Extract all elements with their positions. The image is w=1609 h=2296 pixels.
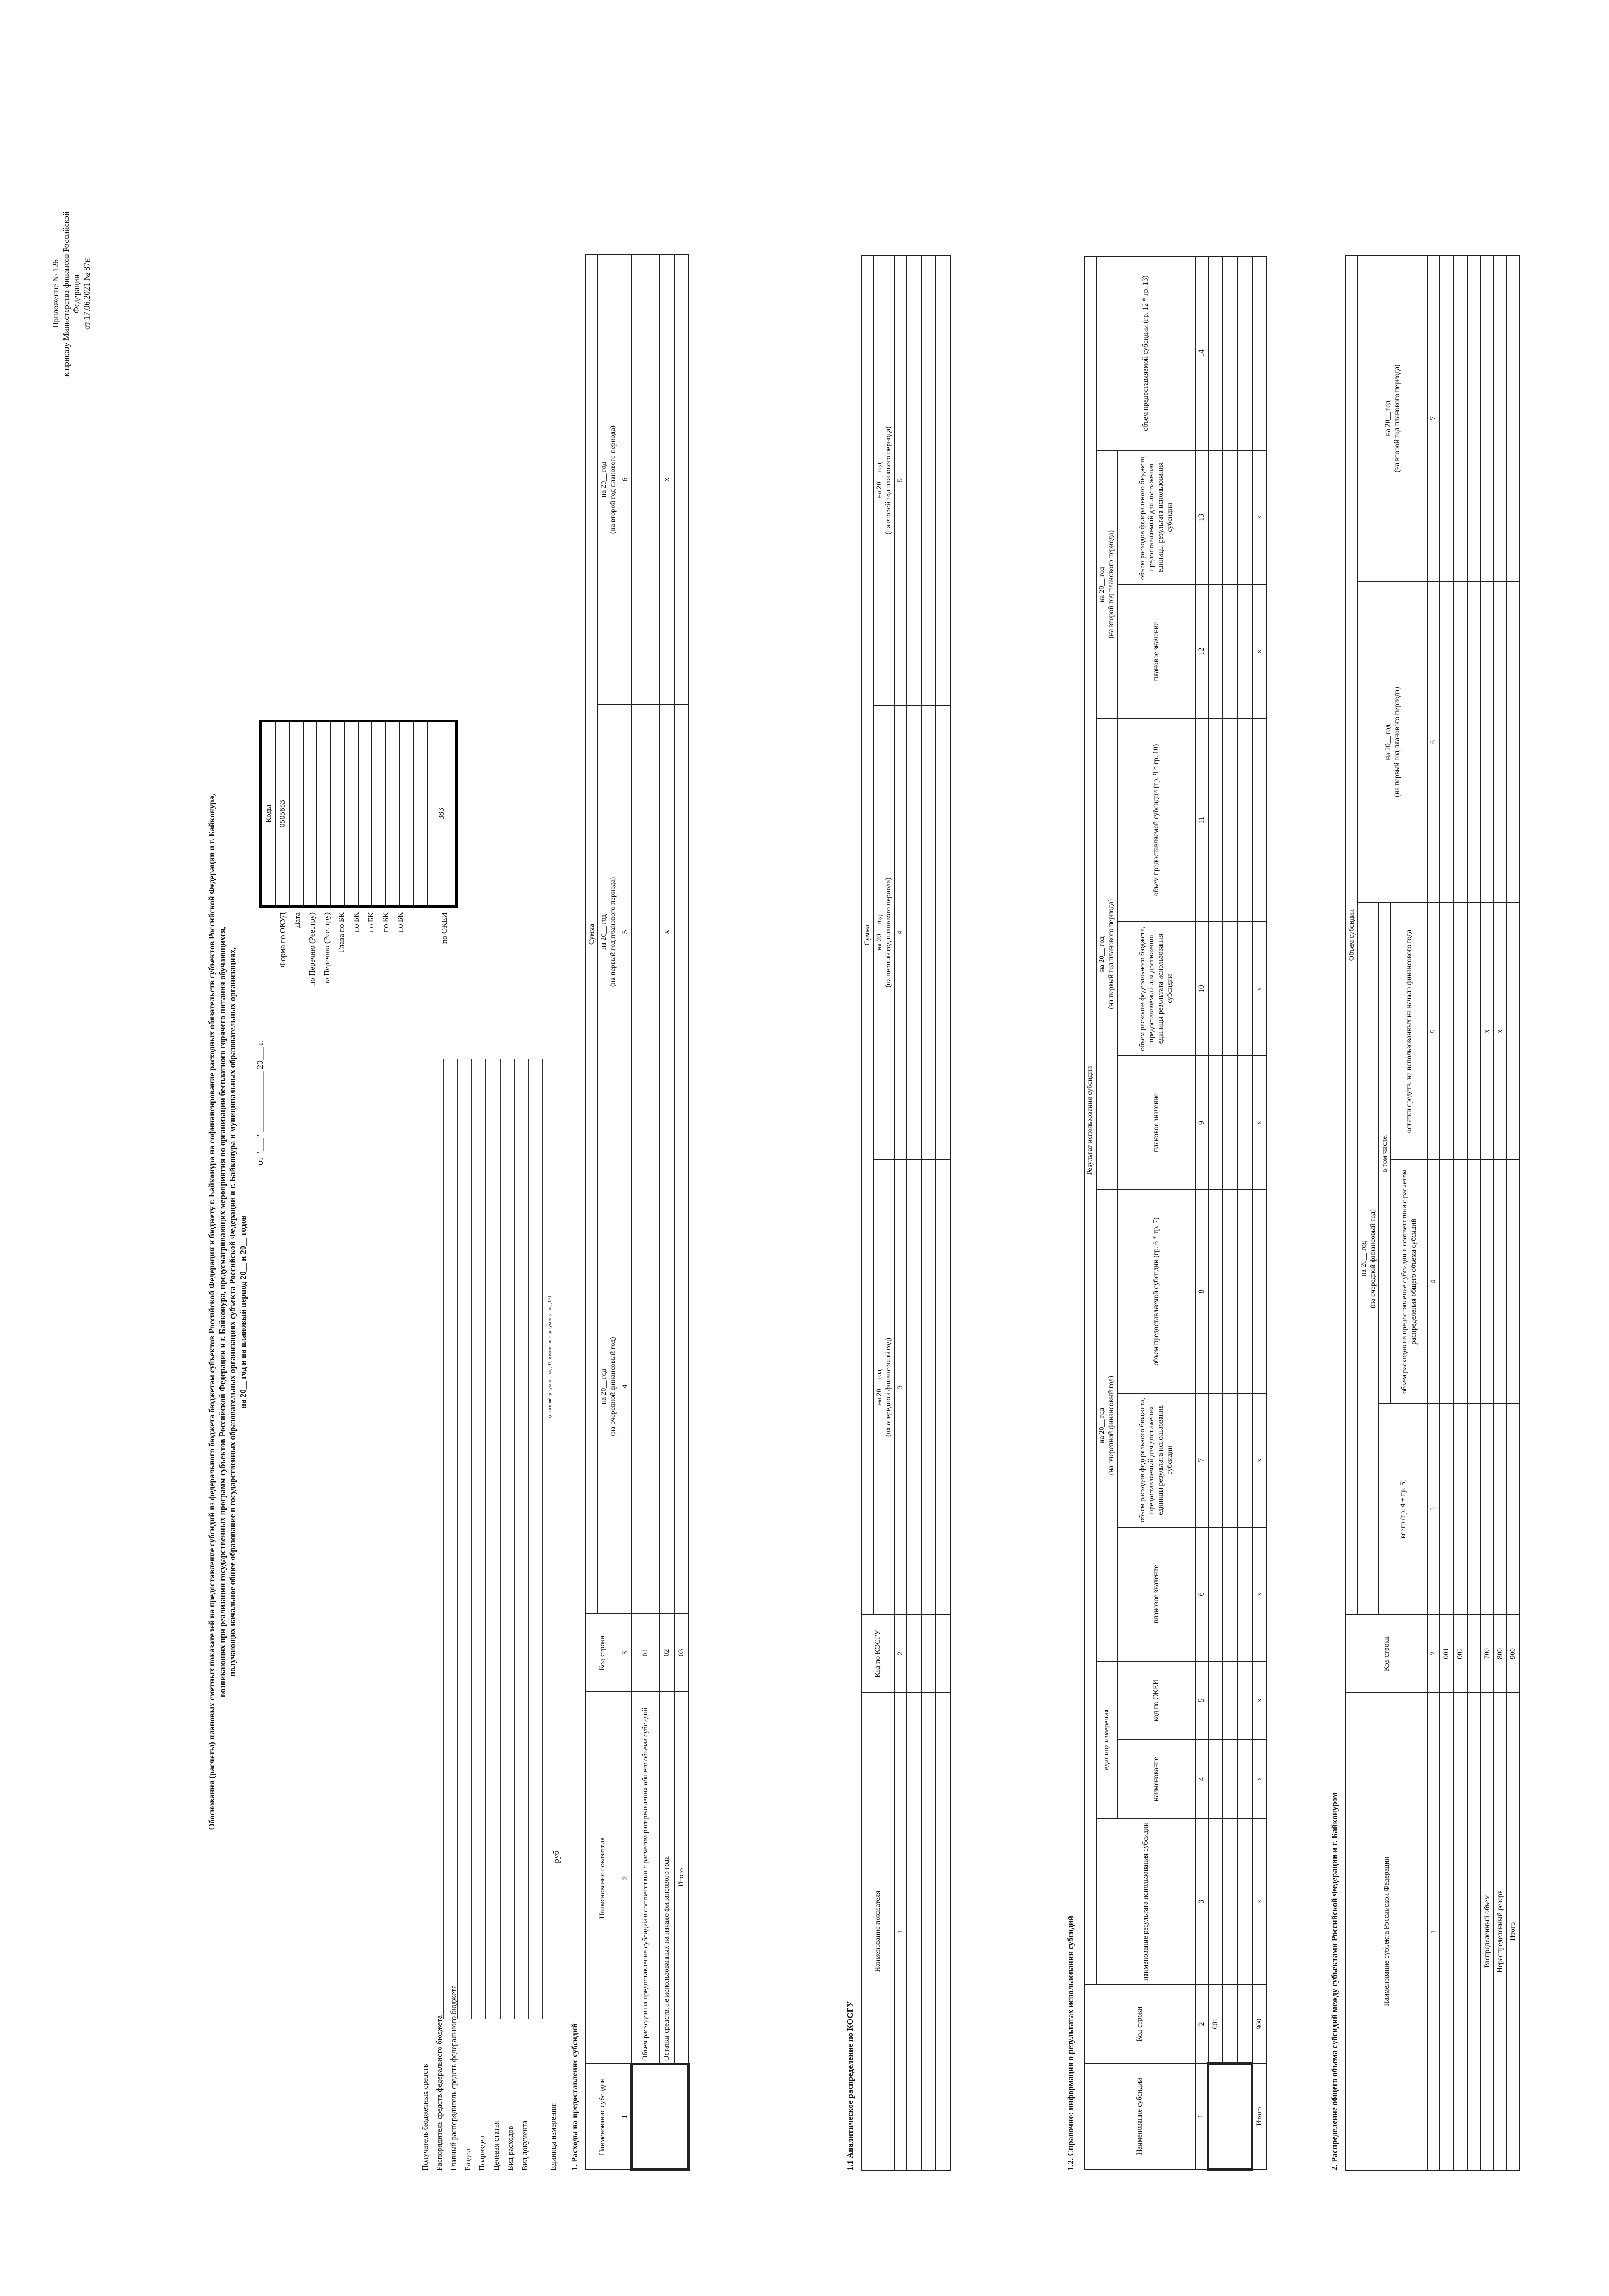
cell[interactable] xyxy=(1208,719,1223,922)
cell[interactable] xyxy=(1252,719,1267,922)
col-num: 4 xyxy=(619,1159,632,1614)
section-2-table xyxy=(1345,255,1520,2171)
year-label: на 20__ год xyxy=(875,462,883,498)
col-results: Результат использования субсидии xyxy=(1084,256,1096,1985)
cell[interactable] xyxy=(936,705,951,1160)
col-num: 11 xyxy=(1195,719,1208,922)
col-plan: плановое значение xyxy=(1117,1056,1195,1190)
col-subsidy: Наименование субсидии xyxy=(586,2064,619,2170)
cell[interactable] xyxy=(1223,1190,1238,1393)
code-cell[interactable] xyxy=(386,721,399,906)
cell[interactable] xyxy=(906,705,921,1160)
cell[interactable] xyxy=(1453,1693,1467,2170)
cell[interactable] xyxy=(1208,1527,1223,1661)
cell[interactable] xyxy=(1223,922,1238,1056)
cell[interactable] xyxy=(1481,255,1494,581)
x-mark: x xyxy=(1252,1740,1267,1818)
col-num: 12 xyxy=(1195,585,1208,719)
appendix-line: к приказу Министерства финансов Российской Федерации xyxy=(61,211,81,377)
cell[interactable] xyxy=(1208,922,1223,1056)
col-sum: Сумма xyxy=(586,255,598,1614)
col-year-3 xyxy=(1096,450,1117,719)
header-labels xyxy=(420,1985,563,2171)
total-label: Итого xyxy=(1252,2063,1267,2169)
cell[interactable] xyxy=(1507,1403,1519,1615)
cell[interactable] xyxy=(1208,256,1223,450)
col-all: всего (гр. 4 + гр. 5) xyxy=(1379,1403,1428,1615)
cell[interactable] xyxy=(1238,1190,1252,1393)
cell[interactable] xyxy=(1453,903,1467,1160)
cell[interactable] xyxy=(1208,1740,1223,1818)
cell[interactable] xyxy=(674,705,689,1159)
header-label: Единица измерения: xyxy=(549,2103,557,2171)
code-label: по ОКЕИ xyxy=(440,912,449,944)
code-cell[interactable] xyxy=(358,721,372,906)
col-vol-2: объем предоставляемой субсидии (гр. 9 * гр. 10) xyxy=(1117,719,1195,922)
col-subject: Наименование субъекта Российской Федерации xyxy=(1346,1693,1428,2170)
col-incl: в том числе: xyxy=(1379,903,1391,1403)
header-label: Вид документа xyxy=(520,2120,529,2171)
cell[interactable] xyxy=(1223,1985,1238,2063)
cell[interactable] xyxy=(906,1160,921,1615)
header-label: Раздел xyxy=(463,2148,472,2171)
col-num: 2 xyxy=(1195,1985,1208,2063)
cell[interactable] xyxy=(1223,719,1238,922)
col-num: 1 xyxy=(619,2064,632,2170)
col-year-3 xyxy=(1358,255,1428,581)
col-year-2 xyxy=(873,705,895,1160)
section-1-1-table xyxy=(861,255,951,2171)
doc-type-note: (основной документ - код 01; изменение к документу - код 02) xyxy=(547,1296,552,1418)
col-c5: остатки средств, не использованных на начало финансового года xyxy=(1391,903,1428,1160)
col-num: 10 xyxy=(1195,922,1208,1056)
cell[interactable] xyxy=(1507,1160,1519,1403)
cell[interactable] xyxy=(1238,1985,1252,2063)
col-num: 5 xyxy=(895,255,906,705)
code-cell[interactable] xyxy=(372,721,386,906)
code-cell[interactable] xyxy=(303,721,317,906)
undistributed-label: Нераспределенный резерв xyxy=(1494,1693,1507,2170)
section-1-1-title: 1.1 Аналитическое распределение по КОСГУ xyxy=(845,2001,855,2171)
x-mark: x xyxy=(1252,1661,1267,1740)
col-unit-name: наименование xyxy=(1117,1740,1195,1818)
cell[interactable] xyxy=(1467,1693,1481,2170)
x-mark: x xyxy=(1252,922,1267,1056)
x-mark: x xyxy=(1252,1527,1267,1661)
header-label xyxy=(534,2005,548,2171)
cell[interactable] xyxy=(1223,256,1238,450)
cell[interactable] xyxy=(936,1160,951,1615)
code-label: по Перечню (Реестру) xyxy=(308,912,316,986)
cell[interactable] xyxy=(1238,256,1252,450)
col-num: 2 xyxy=(619,1692,632,2064)
col-num: 2 xyxy=(895,1615,906,1693)
cell[interactable] xyxy=(1440,1160,1453,1403)
cell[interactable] xyxy=(1238,585,1252,719)
code-cell[interactable]: 0505853 xyxy=(276,721,289,906)
row-code: 900 xyxy=(1507,1615,1519,1693)
cell[interactable] xyxy=(1223,1056,1238,1190)
cell[interactable] xyxy=(1223,1393,1238,1527)
cell[interactable] xyxy=(1223,1661,1238,1740)
cell[interactable] xyxy=(1494,255,1507,581)
cell[interactable] xyxy=(921,1160,936,1615)
section-1-table xyxy=(585,254,690,2171)
cell[interactable] xyxy=(1453,1403,1467,1615)
cell[interactable] xyxy=(1252,256,1267,450)
col-num: 3 xyxy=(1428,1403,1440,1615)
cell[interactable] xyxy=(921,1693,936,2170)
year-sub: (на второй год планового периода) xyxy=(1107,530,1115,639)
section-1-2-table xyxy=(1084,256,1267,2171)
cell[interactable] xyxy=(1494,581,1507,903)
cell[interactable] xyxy=(1238,922,1252,1056)
col-num: 3 xyxy=(1195,1818,1208,1985)
col-year-2 xyxy=(598,705,619,1159)
col-num: 1 xyxy=(1195,2063,1208,2169)
year-label: на 20__ год xyxy=(1098,566,1106,602)
year-sub: (на второй год планового периода) xyxy=(884,426,892,535)
cell[interactable] xyxy=(1440,581,1453,903)
col-num: 3 xyxy=(895,1160,906,1615)
x-mark: x xyxy=(1252,1056,1267,1190)
col-num: 3 xyxy=(619,1614,632,1692)
row-code: 01 xyxy=(632,1614,659,1692)
col-num: 1 xyxy=(895,1693,906,2170)
code-label: Форма по ОКУД xyxy=(278,912,287,968)
cell[interactable] xyxy=(1467,903,1481,1160)
year-sub: (на очередной финансовый год) xyxy=(1107,1376,1115,1475)
cell[interactable] xyxy=(1440,1403,1453,1615)
col-subsidy: Наименование субсидии xyxy=(1084,2063,1195,2169)
col-volume: Объем субсидии xyxy=(1346,255,1358,1615)
year-label: на 20__ год xyxy=(1098,1407,1106,1444)
code-label: по БК xyxy=(366,912,375,932)
col-num: 9 xyxy=(1195,1056,1208,1190)
cell[interactable] xyxy=(632,705,659,1159)
cell[interactable] xyxy=(632,255,659,705)
col-num: 5 xyxy=(619,705,632,1159)
cell[interactable] xyxy=(906,1615,921,1693)
total-label: Итого xyxy=(1507,1693,1519,2170)
title-line: получающих начальное общее образование в государственных образовательных организациях субъекта Российской Федерации и г. Байконура и муниципальных образовательных организациях, xyxy=(228,947,237,1677)
year-sub: (на очередной финансовый год) xyxy=(609,1337,617,1436)
fill-line[interactable] xyxy=(458,1059,472,2019)
year-label: на 20__ год xyxy=(600,1368,608,1405)
cell[interactable] xyxy=(1238,1527,1252,1661)
col-year-3 xyxy=(598,255,619,705)
row-code: 03 xyxy=(674,1614,689,1692)
year-label: на 20__ год xyxy=(600,914,608,950)
codes-header: Коды xyxy=(261,721,276,906)
title-line: на 20__ год и на плановый период 20__ и 20__ годов xyxy=(238,1215,248,1409)
col-sum: Сумма xyxy=(861,255,873,1615)
col-vol-3: объем предоставляемой субсидии (гр. 12 * гр. 13) xyxy=(1096,256,1195,450)
fill-line[interactable] xyxy=(501,1059,515,2019)
cell[interactable] xyxy=(921,705,936,1160)
x-mark: x xyxy=(1252,450,1267,585)
row-code: 02 xyxy=(659,1614,674,1692)
header-label: Главный распорядитель средств федерального бюджета xyxy=(449,1985,458,2171)
col-vol-1: объем предоставляемой субсидии (гр. 6 * гр. 7) xyxy=(1117,1190,1195,1393)
cell[interactable] xyxy=(1440,903,1453,1160)
cell[interactable] xyxy=(1238,1818,1252,1985)
col-expense: объем расходов федерального бюджета, предоставляемый для достижения единицы результата использования субсидии xyxy=(1117,922,1195,1056)
col-num: 2 xyxy=(1428,1615,1440,1693)
fill-line[interactable] xyxy=(529,1059,543,2019)
col-year-1 xyxy=(598,1159,619,1614)
col-num: 4 xyxy=(1428,1160,1440,1403)
cell[interactable] xyxy=(1208,1393,1223,1527)
header-label: Целевая статья xyxy=(492,2121,501,2171)
cell[interactable] xyxy=(1223,1527,1238,1661)
cell[interactable] xyxy=(1238,719,1252,922)
cell[interactable] xyxy=(632,1159,659,1614)
cell[interactable] xyxy=(1507,903,1519,1160)
appendix-line: от 17.06.2021 № 87н xyxy=(82,258,91,330)
row-code: 900 xyxy=(1252,1985,1267,2063)
cell[interactable] xyxy=(1440,255,1453,581)
cell[interactable] xyxy=(1208,1661,1223,1740)
code-label: по БК xyxy=(381,912,390,932)
total-label: Итого xyxy=(674,1692,689,2064)
cell[interactable] xyxy=(659,1159,674,1614)
cell[interactable] xyxy=(906,255,921,705)
col-plan: плановое значение xyxy=(1117,1527,1195,1661)
appendix-note xyxy=(51,197,92,390)
year-sub: (на первый год планового периода) xyxy=(609,877,617,987)
col-num: 5 xyxy=(1428,903,1440,1160)
code-cell[interactable] xyxy=(413,721,427,906)
cell[interactable] xyxy=(1223,1740,1238,1818)
col-result-name: наименование результата использования субсидии xyxy=(1096,1818,1195,1985)
distributed-label: Распределенный объем xyxy=(1481,1693,1494,2170)
code-cell[interactable] xyxy=(399,721,413,906)
x-mark: x xyxy=(1252,1393,1267,1527)
col-expense: объем расходов федерального бюджета, предоставляемый для достижения единицы результата использования субсидии xyxy=(1117,450,1195,585)
cell[interactable] xyxy=(632,2064,689,2170)
row-code: 800 xyxy=(1494,1615,1507,1693)
col-num: 6 xyxy=(1428,581,1440,903)
year-label: на 20__ год xyxy=(1360,1241,1367,1277)
code-label: по БК xyxy=(352,912,360,932)
cell[interactable] xyxy=(674,1159,689,1614)
cell[interactable] xyxy=(1238,1393,1252,1527)
code-label xyxy=(410,912,425,1055)
year-sub: (на первый год планового периода) xyxy=(1393,687,1401,797)
cell[interactable] xyxy=(936,1615,951,1693)
code-label: Глава по БК xyxy=(337,912,346,953)
code-cell[interactable] xyxy=(344,721,358,906)
col-plan: плановое значение xyxy=(1117,585,1195,719)
appendix-line: Приложение № 126 xyxy=(51,259,60,328)
cell[interactable] xyxy=(1453,255,1467,581)
col-num: 4 xyxy=(895,705,906,1160)
cell[interactable] xyxy=(921,255,936,705)
cell[interactable] xyxy=(936,255,951,705)
year-sub: (на второй год планового периода) xyxy=(1393,364,1401,473)
header-label: Вид расходов xyxy=(506,2126,515,2171)
year-sub: (на второй год планового периода) xyxy=(609,425,617,534)
section-1-title: 1. Расходы на предоставление субсидий xyxy=(570,2023,579,2171)
header-label: Подраздел xyxy=(478,2135,486,2171)
cell[interactable] xyxy=(1208,1190,1223,1393)
col-code: Код строки xyxy=(1346,1615,1428,1693)
code-cell[interactable]: 383 xyxy=(427,721,456,906)
fill-line[interactable] xyxy=(515,1059,529,2019)
year-label: на 20__ год xyxy=(1098,936,1106,972)
row-code: 001 xyxy=(1208,1985,1223,2063)
cell[interactable] xyxy=(1208,450,1223,585)
cell[interactable] xyxy=(1467,1615,1481,1693)
col-num: 6 xyxy=(1195,1527,1208,1661)
header-label: Распорядитель средств федерального бюджета xyxy=(435,2015,444,2171)
year-label: на 20__ год xyxy=(875,1369,883,1405)
cell[interactable] xyxy=(936,1693,951,2170)
cell[interactable] xyxy=(1223,585,1238,719)
cell[interactable] xyxy=(674,255,689,705)
col-num: 13 xyxy=(1195,450,1208,585)
cell[interactable] xyxy=(1208,2063,1252,2169)
cell[interactable] xyxy=(1507,255,1519,581)
col-kosgu: Код по КОСГУ xyxy=(861,1615,895,1693)
cell[interactable] xyxy=(1223,1818,1238,1985)
col-num: 7 xyxy=(1195,1393,1208,1527)
year-sub: (на очередной финансовый год) xyxy=(1369,1209,1377,1309)
col-year-2 xyxy=(1358,581,1428,903)
col-code: Код строки xyxy=(586,1614,619,1692)
col-year-2 xyxy=(1096,719,1117,1190)
cell[interactable] xyxy=(906,1693,921,2170)
header-fill-lines xyxy=(429,1059,543,2019)
code-label: Дата xyxy=(293,912,302,928)
cell[interactable] xyxy=(1238,1661,1252,1740)
cell[interactable] xyxy=(1494,1403,1507,1615)
col-c4: объем расходов на предоставление субсидии в соответствии с расчетом распределения общего объема субсидий xyxy=(1391,1160,1428,1403)
cell[interactable] xyxy=(1494,1160,1507,1403)
code-cell[interactable] xyxy=(317,721,331,906)
year-label: на 20__ год xyxy=(1384,724,1392,760)
year-label: на 20__ год xyxy=(600,461,608,498)
year-sub: (на первый год планового периода) xyxy=(884,878,892,988)
cell[interactable] xyxy=(1453,581,1467,903)
x-mark: x xyxy=(1494,903,1507,1160)
cell[interactable] xyxy=(1223,450,1238,585)
cell[interactable] xyxy=(1440,1693,1453,2170)
col-year-1 xyxy=(873,1160,895,1615)
x-mark: x xyxy=(1252,1818,1267,1985)
col-indicator: Наименование показателя xyxy=(586,1692,619,2064)
cell[interactable] xyxy=(1252,1190,1267,1393)
x-mark: x xyxy=(1252,585,1267,719)
cell[interactable] xyxy=(1238,1056,1252,1190)
cell[interactable] xyxy=(1208,1818,1223,1985)
fill-line[interactable] xyxy=(472,1059,486,2019)
col-num: 5 xyxy=(1195,1661,1208,1740)
col-num: 4 xyxy=(1195,1740,1208,1818)
cell[interactable] xyxy=(1467,1160,1481,1403)
col-year-3 xyxy=(873,255,895,705)
row-label: Объем расходов на предоставление субсидий в соответствии с расчетом распределения общего объема субсидий xyxy=(632,1692,659,2064)
cell[interactable] xyxy=(1481,581,1494,903)
col-year-1 xyxy=(1096,1190,1117,1661)
col-num: 1 xyxy=(1428,1693,1440,2170)
cell[interactable] xyxy=(1481,1160,1494,1403)
date-line: от "___" ______________ 20___ г. xyxy=(255,1040,265,1165)
cell[interactable] xyxy=(1208,1056,1223,1190)
fill-line[interactable] xyxy=(429,1059,444,2019)
fill-line[interactable] xyxy=(444,1059,458,2019)
col-code: Код строки xyxy=(1084,1985,1195,2063)
row-label: Остатки средств, не использованных на начало финансового года xyxy=(659,1692,674,2064)
row-code: 001 xyxy=(1440,1615,1453,1693)
year-label: на 20__ год xyxy=(875,915,883,951)
cell[interactable] xyxy=(1481,1403,1494,1615)
code-labels xyxy=(278,912,454,1055)
col-num: 14 xyxy=(1195,256,1208,450)
year-label: на 20__ год xyxy=(1384,400,1392,436)
cell[interactable] xyxy=(1238,450,1252,585)
x-mark: x xyxy=(659,705,674,1159)
row-code: 700 xyxy=(1481,1615,1494,1693)
code-label xyxy=(425,912,439,1055)
year-sub: (на очередной финансовый год) xyxy=(884,1337,892,1437)
header-label: Получатель бюджетных средств xyxy=(421,2064,429,2171)
x-mark: x xyxy=(1481,903,1494,1160)
row-code: 002 xyxy=(1453,1615,1467,1693)
document-title xyxy=(207,485,248,2138)
code-cell[interactable] xyxy=(331,721,344,906)
section-1-2-title: 1.2. Справочно: информация о результатах использования субсидий xyxy=(1066,1915,1075,2171)
unit-value: руб xyxy=(551,1851,561,1863)
section-2-title: 2. Распределение общего объема субсидий между субъектами Российской Федерации и г. Байконуром xyxy=(1330,1792,1339,2171)
cell[interactable] xyxy=(1453,1160,1467,1403)
code-cell[interactable] xyxy=(289,721,303,906)
fill-line[interactable] xyxy=(486,1059,501,2019)
title-line: возникающих при реализации государственных программ субъектов Российской Федерации и г. Байконура, предусматривающих мероприятия по организации бесплатного горячего питания обучающихся, xyxy=(217,926,227,1698)
col-indicator: Наименование показателя xyxy=(861,1693,895,2170)
code-label: по Перечню (Реестру) xyxy=(322,912,331,986)
cell[interactable] xyxy=(921,1615,936,1693)
code-label: по БК xyxy=(396,912,405,932)
col-year-1 xyxy=(1358,903,1379,1615)
cell[interactable] xyxy=(1238,1740,1252,1818)
col-num: 6 xyxy=(619,255,632,705)
cell[interactable] xyxy=(1507,581,1519,903)
title-line: Обоснования (расчеты) плановых сметных показателей на предоставление субсидий из федерального бюджета бюджетам субъектов Российской Федерации и бюджету г. Байконура на софинансирование расходных обязательств субъектов Российской Федерации и г. Байконура, xyxy=(207,793,216,1830)
cell[interactable] xyxy=(1467,1403,1481,1615)
col-num: 8 xyxy=(1195,1190,1208,1393)
col-expense: объем расходов федерального бюджета, предоставляемый для достижения единицы результата использования субсидии xyxy=(1117,1393,1195,1527)
col-num: 7 xyxy=(1428,255,1440,581)
col-unit: единица измерения xyxy=(1096,1661,1117,1818)
x-mark: x xyxy=(659,255,674,705)
codes-table xyxy=(259,720,458,908)
year-sub: (на первый год планового периода) xyxy=(1107,899,1115,1009)
cell[interactable] xyxy=(1467,581,1481,903)
col-unit-okei: код по ОКЕИ xyxy=(1117,1661,1195,1740)
cell[interactable] xyxy=(1467,255,1481,581)
cell[interactable] xyxy=(1208,585,1223,719)
